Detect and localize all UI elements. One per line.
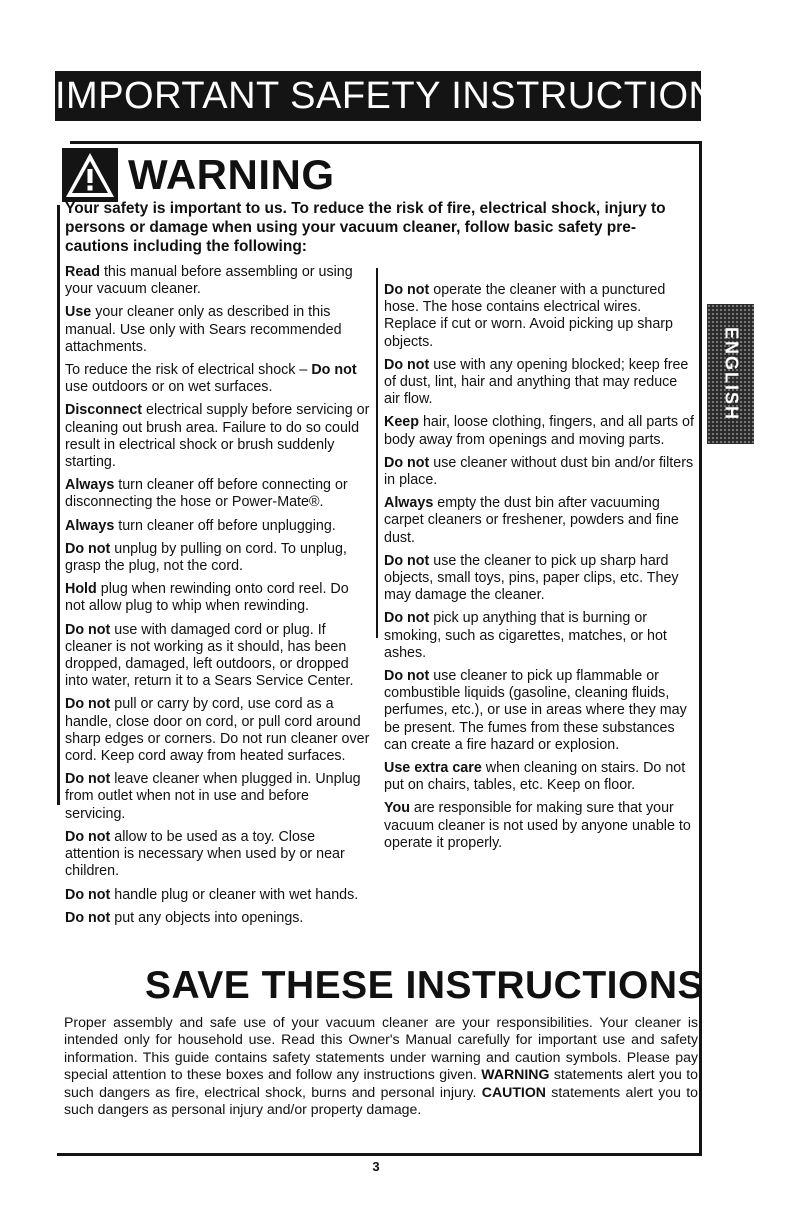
closing-paragraph [64, 1014, 698, 1118]
closing-text-2: statements alert you to such dangers as fire, electrical shock, burns and personal injury. [64, 1066, 698, 1100]
warning-box-top-border [70, 141, 702, 144]
save-instructions-heading: SAVE THESE INSTRUCTIONS [145, 964, 705, 1007]
safety-item-lead: Do not [384, 552, 430, 569]
safety-item [65, 541, 370, 575]
safety-item-lead: Read [65, 264, 100, 280]
safety-item [384, 495, 694, 547]
safety-item-text: To reduce the risk of electrical shock – [65, 362, 312, 379]
safety-item-lead: Do not [384, 454, 430, 471]
safety-item-text: hair, loose clothing, fingers, and all parts of body away from openings and moving parts. [384, 414, 694, 448]
warning-box-left-border [57, 205, 60, 805]
safety-item-lead: Do not [65, 696, 111, 713]
safety-item-text: are responsible for making sure that your vacuum cleaner is not used by anyone unable to operate it properly. [384, 800, 691, 851]
safety-item-text: electrical supply before servicing or cleaning out brush area. Failure to do so could result in electrical shock or brush suddenly starting. [65, 402, 370, 471]
safety-item-text: turn cleaner off before connecting or disconnecting the hose or Power-Mate®. [65, 477, 348, 511]
safety-item-text: put any objects into openings. [110, 909, 304, 926]
safety-item-text: your cleaner only as described in this manual. Use only with Sears recommended attachments. [65, 304, 342, 355]
safety-item-lead: Always [65, 477, 115, 494]
safety-list-left [65, 264, 370, 933]
safety-item-lead: Do not [311, 362, 357, 379]
safety-item-text: this manual before assembling or using your vacuum cleaner. [65, 264, 353, 298]
safety-item [384, 455, 694, 489]
safety-item-lead: Hold [65, 581, 97, 598]
safety-item-lead: Do not [65, 771, 111, 788]
safety-item-text: use with any opening blocked; keep free of dust, lint, hair and anything that may reduce air flow. [384, 356, 689, 408]
closing-warning-word: WARNING [481, 1066, 550, 1083]
safety-item [65, 362, 370, 396]
page-number: 3 [372, 1159, 380, 1174]
safety-item-text: allow to be used as a toy. Close attention is necessary when used by or near children. [65, 828, 345, 880]
safety-list-right [384, 282, 694, 858]
safety-item-text: pick up anything that is burning or smoking, such as cigarettes, matches, or hot ashes. [384, 610, 667, 661]
warning-title: WARNING [128, 151, 335, 198]
safety-item-lead: Always [384, 495, 434, 512]
safety-item [65, 910, 370, 927]
safety-item [384, 610, 694, 662]
safety-item [384, 668, 694, 754]
safety-item-text: turn cleaner off before unplugging. [114, 517, 336, 534]
warning-triangle-icon [62, 148, 118, 202]
safety-item-lead: Use [65, 304, 92, 321]
safety-item-lead: Do not [65, 886, 111, 903]
safety-item [384, 760, 694, 794]
safety-item-text: operate the cleaner with a punctured hose. The hose contains electrical wires. Replace if cut or worn. Avoid picking up sharp objects. [384, 282, 674, 350]
safety-banner: IMPORTANT SAFETY INSTRUCTIONS [55, 71, 701, 121]
safety-item-lead: Disconnect [65, 402, 143, 419]
safety-item-text: use the cleaner to pick up sharp hard objects, small toys, pins, paper clips, etc. They may damage the cleaner. [384, 552, 679, 604]
safety-item [65, 829, 370, 881]
safety-item-lead: Do not [65, 621, 111, 638]
safety-item-lead: Use extra care [384, 760, 482, 777]
safety-item-lead: Do not [384, 668, 430, 685]
safety-item-text: use cleaner without dust bin and/or filters in place. [384, 454, 694, 489]
safety-item-text: unplug by pulling on cord. To unplug, grasp the plug, not the cord. [65, 540, 347, 575]
safety-item-lead: You [384, 800, 410, 817]
safety-item-text: empty the dust bin after vacuuming carpet cleaners or freshener, powders and fine dust. [384, 495, 679, 546]
safety-item-text: when cleaning on stairs. Do not put on chairs, tables, etc. Keep on floor. [384, 760, 686, 794]
safety-item-text: use cleaner to pick up flammable or combustible liquids (gasoline, cleaning fluids, perfumes, etc.), or use in areas where they may be present. The fumes from these substances can create a fire hazard or explosion. [384, 668, 687, 753]
safety-item-lead: Do not [65, 828, 111, 845]
safety-item-lead: Do not [384, 610, 430, 627]
safety-item-lead: Do not [65, 540, 111, 557]
safety-item [65, 477, 370, 511]
warning-box-bottom-border [57, 1153, 702, 1156]
safety-item [65, 887, 370, 904]
safety-item-lead: Do not [65, 909, 111, 926]
safety-item [65, 622, 370, 691]
safety-item-lead: Keep [384, 414, 419, 431]
safety-item-lead: Always [65, 517, 115, 534]
safety-item-text: pull or carry by cord, use cord as a handle, close door on cord, or pull cord around sharp edges or corners. Do not run cleaner over cord. Keep cord away from heated surfaces. [65, 696, 370, 765]
safety-item [65, 696, 370, 765]
safety-item [384, 282, 694, 351]
safety-item [65, 581, 370, 615]
safety-item-text: handle plug or cleaner with wet hands. [110, 886, 359, 903]
safety-item [65, 518, 370, 535]
safety-item-text: use outdoors or on wet surfaces. [65, 379, 273, 396]
safety-item-text: plug when rewinding onto cord reel. Do not allow plug to whip when rewinding. [65, 581, 349, 615]
safety-item [65, 402, 370, 471]
safety-item [65, 264, 370, 298]
safety-item-lead: Do not [384, 356, 430, 373]
column-divider [376, 268, 378, 638]
language-tab [707, 304, 754, 444]
safety-item [384, 553, 694, 605]
closing-text-3: statements alert you to such dangers as personal injury and/or property damage. [64, 1083, 698, 1118]
closing-caution-word: CAUTION [481, 1083, 546, 1100]
safety-item [65, 771, 370, 823]
safety-item [384, 800, 694, 852]
warning-intro: Your safety is important to us. To reduce the risk of fire, electrical shock, injury to persons or damage when using your vacuum cleaner, follow basic safety pre-cautions including the following: [65, 200, 666, 255]
safety-item-lead: Do not [384, 282, 430, 298]
safety-item [384, 414, 694, 448]
safety-item-text: use with damaged cord or plug. If cleaner is not working as it should, has been dropped, damaged, left outdoors, or dropped into water, return it to a Sears Service Center. [65, 621, 354, 690]
language-tab-label: ENGLISH [721, 326, 741, 422]
safety-item [384, 357, 694, 409]
safety-item [65, 304, 370, 356]
safety-item-text: leave cleaner when plugged in. Unplug from outlet when not in use and before servicing. [65, 771, 361, 822]
closing-text-1: Proper assembly and safe use of your vacuum cleaner are your responsibilities. Your cleaner is intended only for household use. Read this Owner's Manual carefully for important use and safety information. This guide contains safety statements under warning and caution symbols. Please pay special attention to these boxes and follow any instructions given. [64, 1014, 698, 1083]
